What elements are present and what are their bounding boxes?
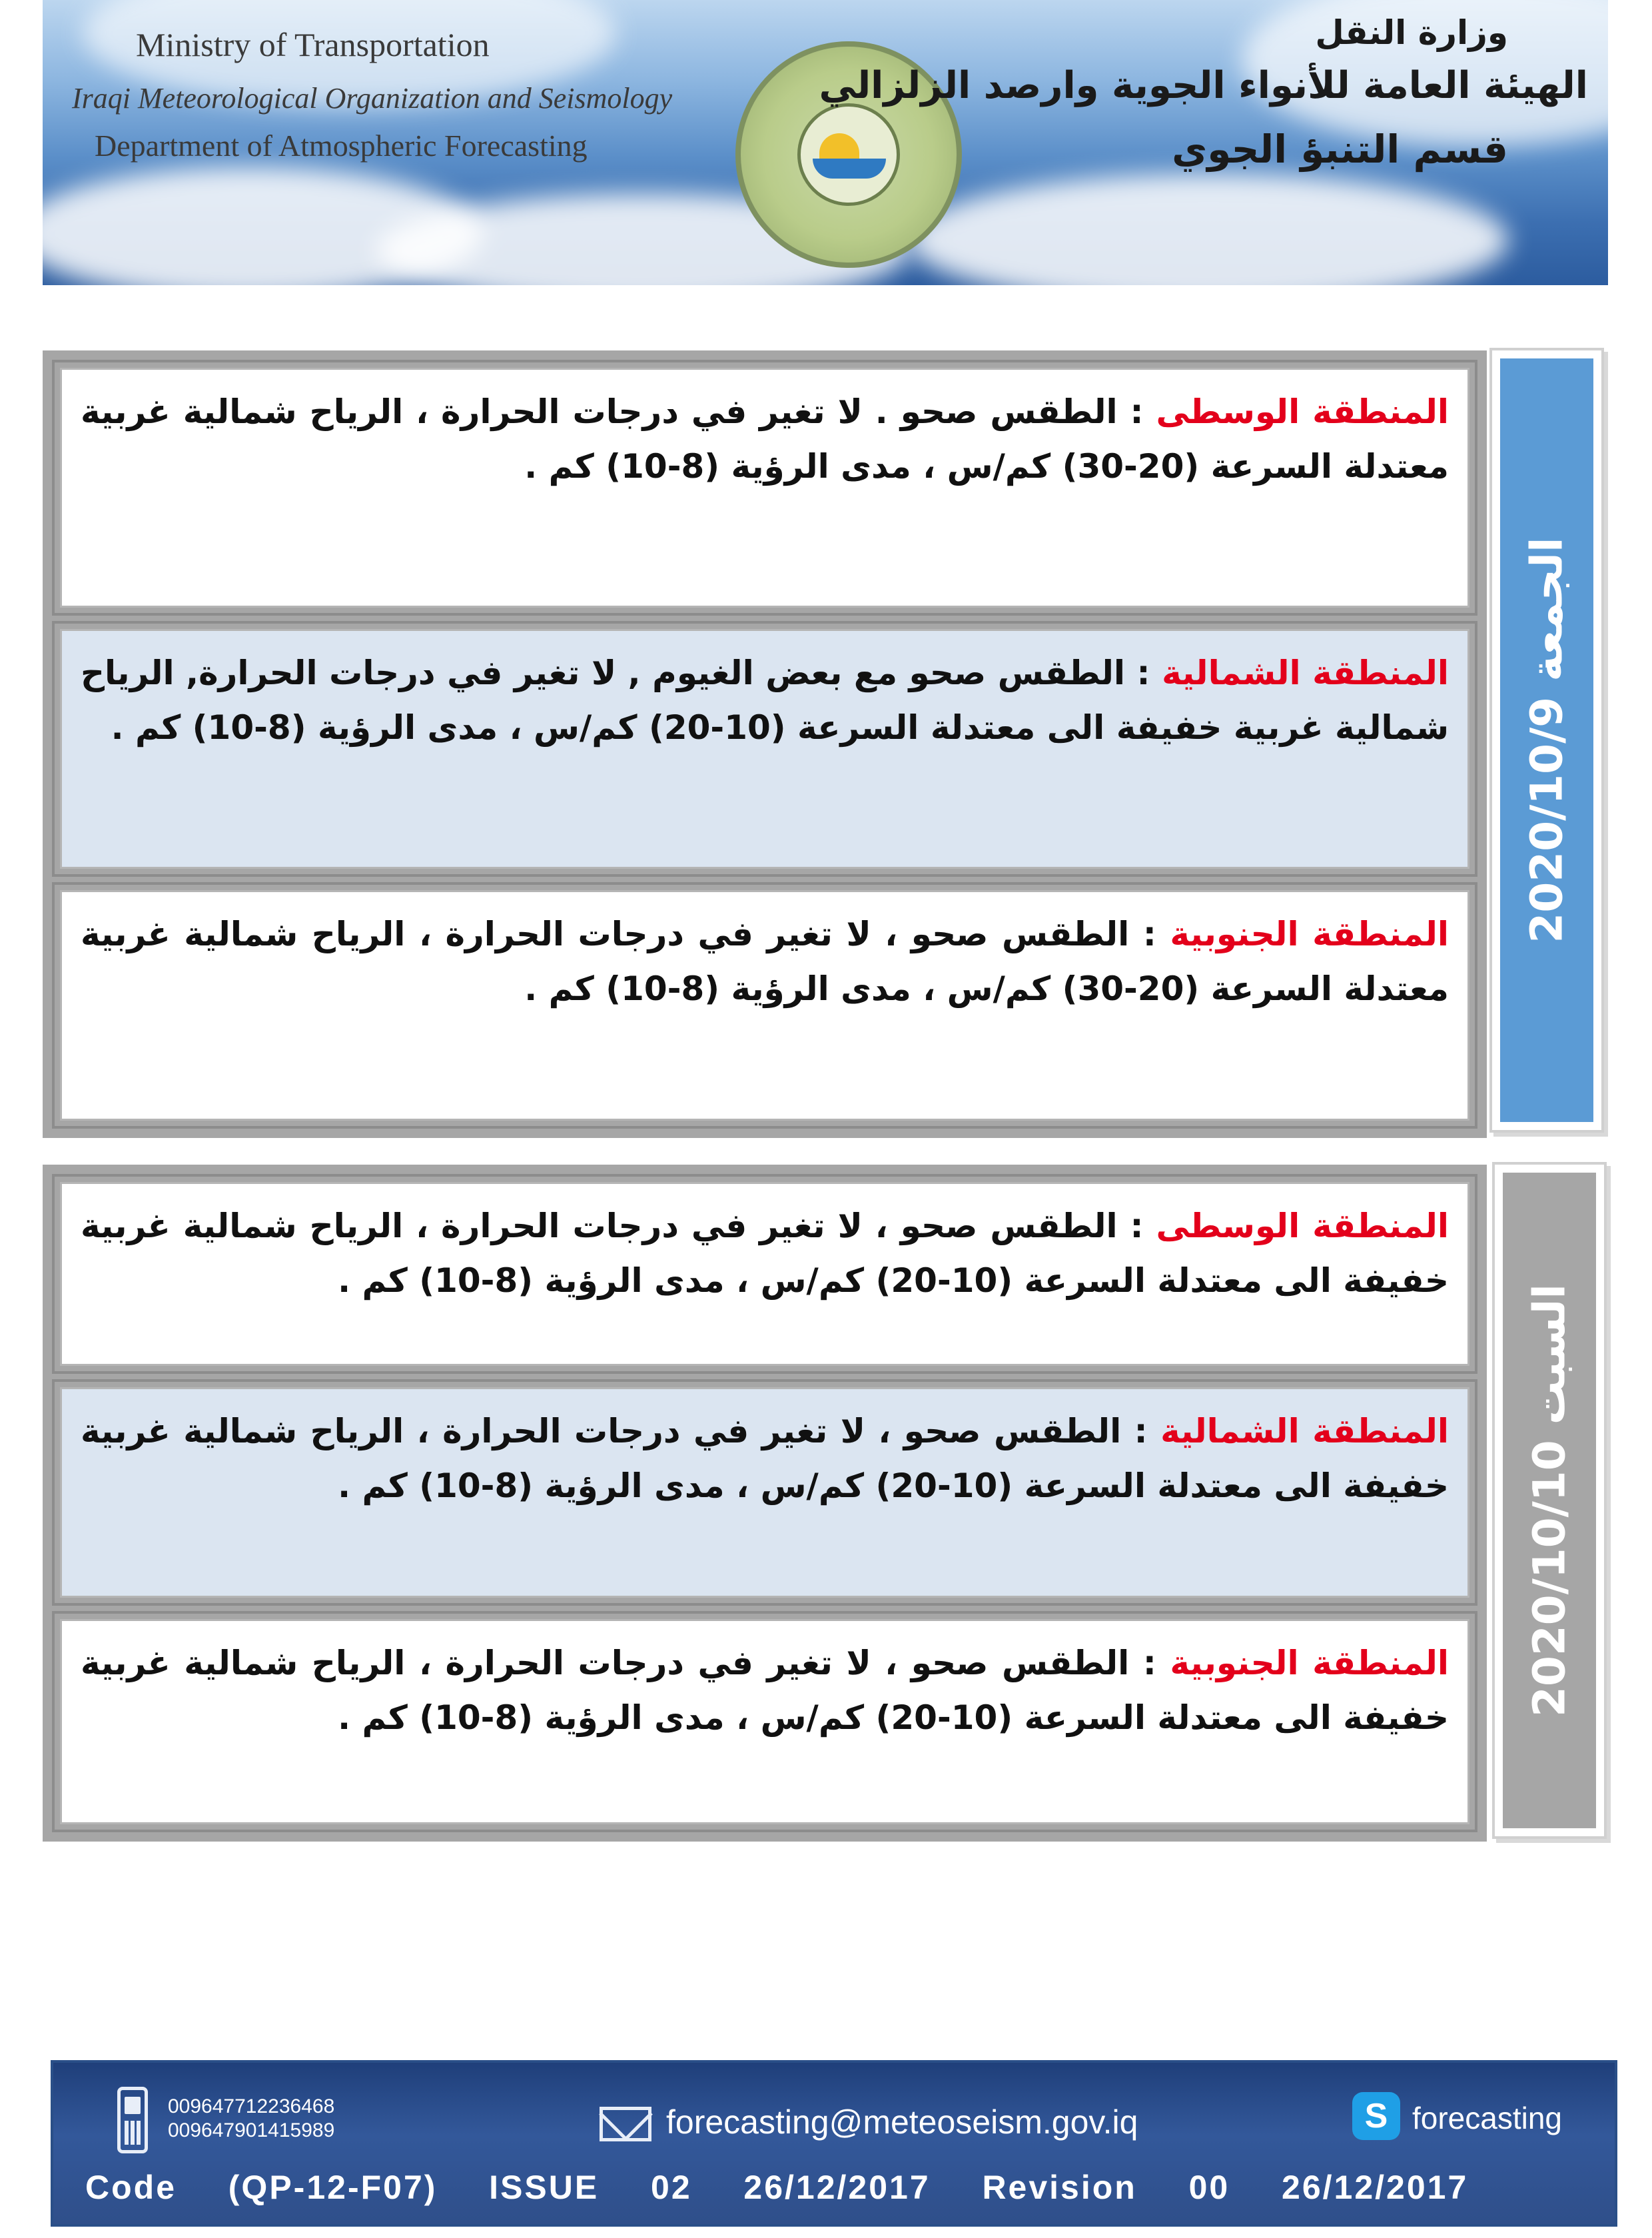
region-text: الطقس صحو ، لا تغير في درجات الحرارة ، الرياح شمالية غربية خفيفة الى معتدلة السرعة (10-20) كم/س ، مدى الرؤية (8-10) كم .: [81, 1644, 1449, 1737]
date-tab-day1: [1489, 348, 1604, 1133]
region-text: الطقس صحو ، لا تغير في درجات الحرارة ، الرياح شمالية غربية معتدلة السرعة (20-30) كم/س ، مدى الرؤية (8-10) كم .: [81, 915, 1449, 1008]
region-forecast-north: المنطقة الشمالية : الطقس صحو مع بعض الغيوم , لا تغير في درجات الحرارة, الرياح شمالية غربية خفيفة الى معتدلة السرعة (10-20) كم/س ، مدى الرؤية (8-10) كم .: [52, 621, 1477, 877]
envelope-icon: [600, 2107, 651, 2141]
region-forecast-central: المنطقة الوسطى : الطقس صحو . لا تغير في درجات الحرارة ، الرياح شمالية غربية معتدلة السرعة (20-30) كم/س ، مدى الرؤية (8-10) كم .: [52, 360, 1477, 616]
date-label: الجمعة 2020/10/9: [1521, 537, 1573, 943]
region-text: الطقس صحو ، لا تغير في درجات الحرارة ، الرياح شمالية غربية خفيفة الى معتدلة السرعة (10-20) كم/س ، مدى الرؤية (8-10) كم .: [81, 1207, 1449, 1300]
department-name-en: Department of Atmospheric Forecasting: [95, 129, 588, 163]
region-forecast-south: المنطقة الجنوبية : الطقس صحو ، لا تغير في درجات الحرارة ، الرياح شمالية غربية خفيفة الى معتدلة السرعة (10-20) كم/س ، مدى الرؤية (8-10) كم .: [52, 1611, 1477, 1832]
phone-number: 009647712236468: [168, 2095, 335, 2117]
mobile-phone-icon: [117, 2087, 148, 2153]
forecast-day-block: [43, 350, 1487, 1138]
region-name: المنطقة الجنوبية: [1170, 1644, 1449, 1682]
header-banner: [43, 0, 1608, 285]
forecast-day-block: [43, 1165, 1487, 1842]
skype-icon: S: [1352, 2092, 1400, 2140]
region-forecast-central: المنطقة الوسطى : الطقس صحو ، لا تغير في درجات الحرارة ، الرياح شمالية غربية خفيفة الى معتدلة السرعة (10-20) كم/س ، مدى الرؤية (8-10) كم .: [52, 1174, 1477, 1374]
phone-numbers: [168, 2095, 334, 2143]
organization-name-en: Iraqi Meteorological Organization and Seismology: [72, 82, 673, 115]
ministry-name-ar: وزارة النقل: [1315, 13, 1508, 52]
region-name: المنطقة الوسطى: [1156, 392, 1449, 431]
region-name: المنطقة الشمالية: [1162, 654, 1449, 692]
ministry-name-en: Ministry of Transportation: [136, 26, 490, 63]
region-name: المنطقة الوسطى: [1156, 1207, 1449, 1245]
date-label: السبت 2020/10/10: [1523, 1284, 1575, 1717]
region-name: المنطقة الشمالية: [1160, 1412, 1449, 1450]
region-text: الطقس صحو مع بعض الغيوم , لا تغير في درجات الحرارة, الرياح شمالية غربية خفيفة الى معتدلة السرعة (10-20) كم/س ، مدى الرؤية (8-10) كم .: [81, 654, 1449, 747]
department-name-ar: قسم التنبؤ الجوي: [1172, 127, 1508, 172]
document-code-line: Code (QP-12-F07) ISSUE 02 26/12/2017 Revision 00 26/12/2017: [85, 2169, 1469, 2206]
date-tab-day2: [1492, 1162, 1607, 1839]
logo-emblem: [797, 103, 900, 206]
email-address: forecasting@meteoseism.gov.iq: [666, 2103, 1138, 2141]
organization-name-ar: الهيئة العامة للأنواء الجوية وارصد الزلزالي: [819, 64, 1588, 107]
region-text: الطقس صحو ، لا تغير في درجات الحرارة ، الرياح شمالية غربية خفيفة الى معتدلة السرعة (10-20) كم/س ، مدى الرؤية (8-10) كم .: [81, 1412, 1449, 1505]
region-text: الطقس صحو . لا تغير في درجات الحرارة ، الرياح شمالية غربية معتدلة السرعة (20-30) كم/س ، مدى الرؤية (8-10) كم .: [81, 392, 1449, 486]
skype-handle: forecasting: [1412, 2101, 1563, 2135]
footer-contact-bar: [51, 2060, 1617, 2227]
wave-icon: [813, 159, 886, 179]
region-name: المنطقة الجنوبية: [1170, 915, 1449, 953]
region-forecast-south: المنطقة الجنوبية : الطقس صحو ، لا تغير في درجات الحرارة ، الرياح شمالية غربية معتدلة السرعة (20-30) كم/س ، مدى الرؤية (8-10) كم .: [52, 882, 1477, 1129]
phone-number: 009647901415989: [168, 2119, 335, 2141]
region-forecast-north: المنطقة الشمالية : الطقس صحو ، لا تغير في درجات الحرارة ، الرياح شمالية غربية خفيفة الى معتدلة السرعة (10-20) كم/س ، مدى الرؤية (8-10) كم .: [52, 1379, 1477, 1606]
sun-icon: [819, 133, 859, 160]
cloud-decoration: [909, 173, 1508, 285]
